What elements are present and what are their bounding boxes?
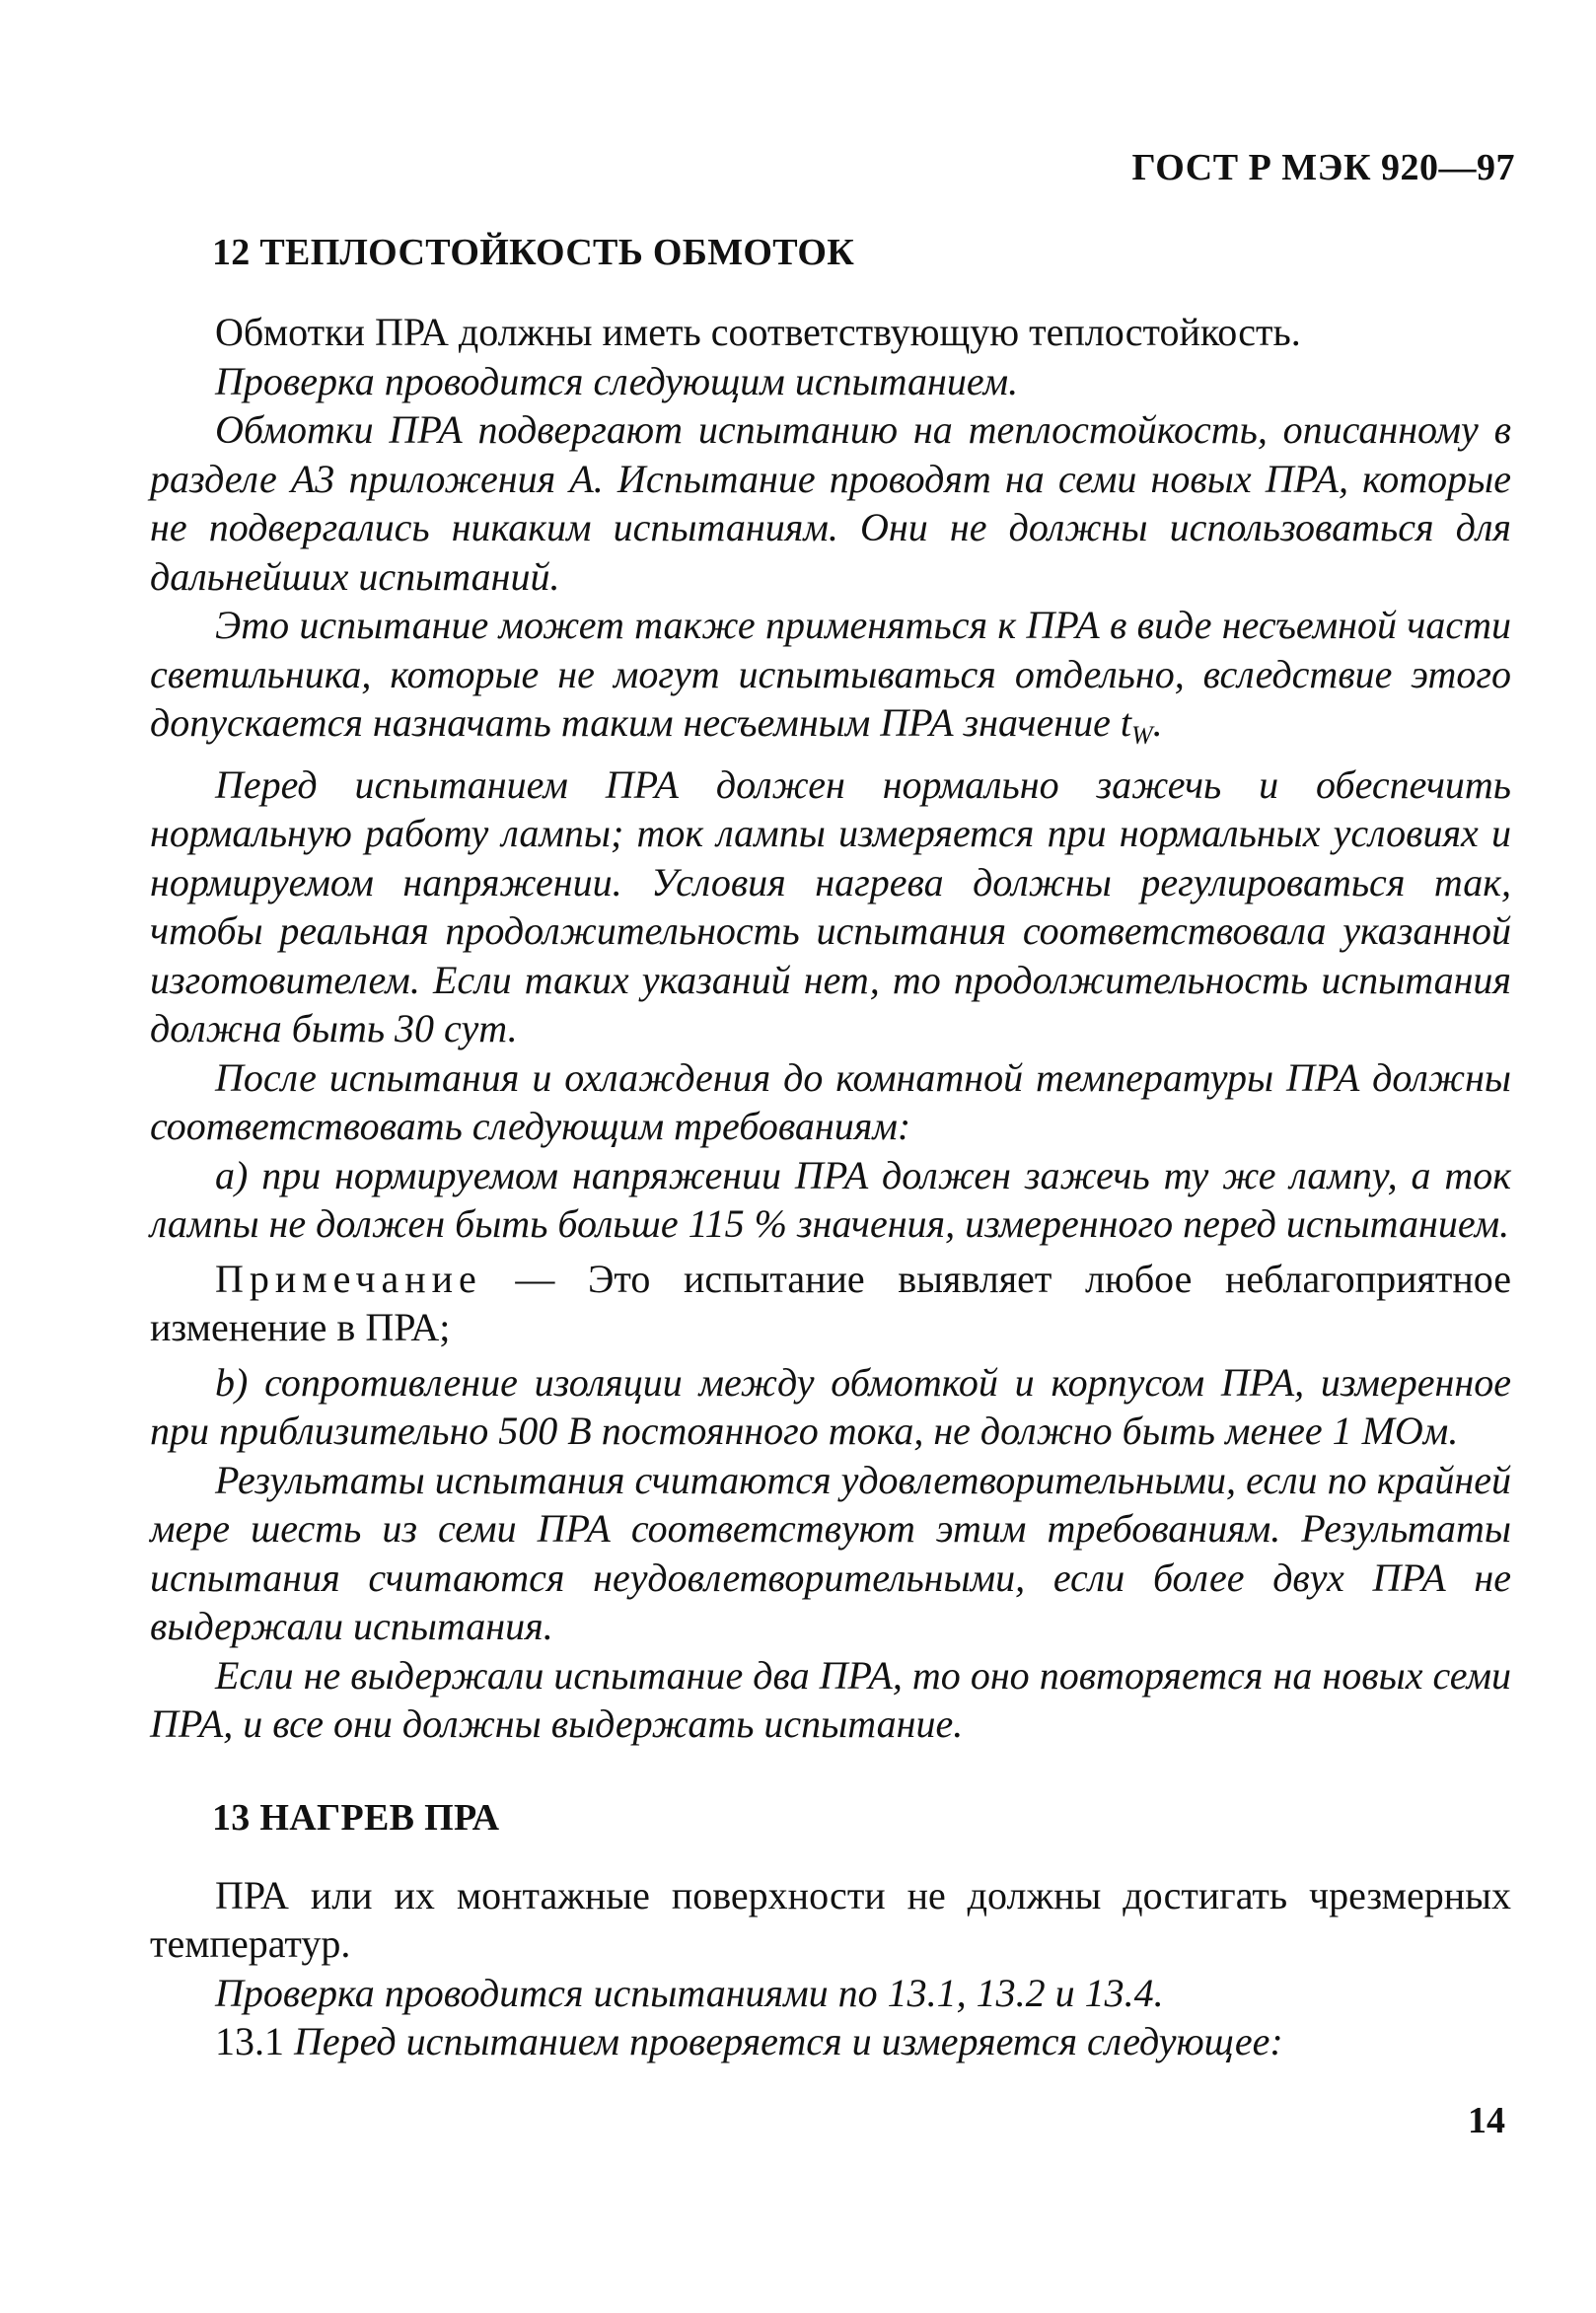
- subscript: W: [1130, 721, 1153, 750]
- clause-number: 13.1: [215, 2019, 294, 2063]
- paragraph: Проверка проводится испытаниями по 13.1, 13.2 и 13.4.: [215, 1970, 1164, 2015]
- paragraph: ПРА или их монтажные поверхности не должны достигать чрезмерных температур.: [150, 1872, 1511, 1966]
- paragraph-end: .: [1152, 700, 1163, 745]
- paragraph: Обмотки ПРА должны иметь соответствующую теплостойкость.: [215, 310, 1301, 354]
- clause-text: Перед испытанием проверяется и измеряется следующее:: [294, 2019, 1283, 2063]
- page-number: 14: [1468, 2100, 1505, 2141]
- paragraph: Перед испытанием ПРА должен нормально зажечь и обеспечить нормальную работу лампы; ток лампы измеряется при нормальных условиях и нормируемом напряжении. Условия нагрева должны регулироваться так, чтобы реальная продолжительность испытания соответствовала указанной изготовителем. Если таких указаний нет, то продолжительность испытания должна быть 30 сут.: [150, 761, 1511, 1050]
- list-item-b: b) сопротивление изоляции между обмоткой и корпусом ПРА, измеренное при приблизительно 500 В постоянного тока, не должно быть менее 1 МОм.: [150, 1359, 1511, 1453]
- paragraph: [150, 601, 1511, 760]
- section-13-heading: 13 НАГРЕВ ПРА: [212, 1796, 500, 1839]
- note-text: — Это испытание выявляет любое неблагоприятное изменение в ПРА;: [150, 1256, 1511, 1349]
- paragraph-text: Это испытание может также применяться к ПРА в виде несъемной части светильника, которые не могут испытываться отдельно, вследствие этого допускается назначать таким несъемным ПРА значение t: [150, 603, 1511, 745]
- paragraph: Результаты испытания считаются удовлетворительными, если по крайней мере шесть из семи ПРА соответствуют этим требованиям. Результаты испытания считаются неудовлетворительными, если более двух ПРА не выдержали испытания.: [150, 1457, 1511, 1648]
- paragraph: Проверка проводится следующим испытанием.: [215, 358, 1019, 403]
- paragraph: [150, 2017, 1511, 2066]
- section-12: [150, 231, 1511, 2066]
- paragraph: Если не выдержали испытание два ПРА, то оно повторяется на новых семи ПРА, и все они должны выдержать испытание.: [150, 1652, 1511, 1746]
- list-item-a: а) при нормируемом напряжении ПРА должен зажечь ту же лампу, а ток лампы не должен быть больше 115 % значения, измеренного перед испытанием.: [150, 1152, 1511, 1246]
- document-code: ГОСТ Р МЭК 920—97: [1131, 147, 1515, 188]
- note: [150, 1255, 1511, 1352]
- note-label: Примечание: [215, 1256, 482, 1301]
- paragraph: Обмотки ПРА подвергают испытанию на теплостойкость, описанному в разделе А3 приложения А. Испытание проводят на семи новых ПРА, которые не подвергались никаким испытаниям. Они не должны использоваться для дальнейших испытаний.: [150, 407, 1511, 599]
- section-12-heading: 12 ТЕПЛОСТОЙКОСТЬ ОБМОТОК: [212, 232, 855, 273]
- paragraph: После испытания и охлаждения до комнатной температуры ПРА должны соответствовать следующим требованиям:: [150, 1054, 1511, 1148]
